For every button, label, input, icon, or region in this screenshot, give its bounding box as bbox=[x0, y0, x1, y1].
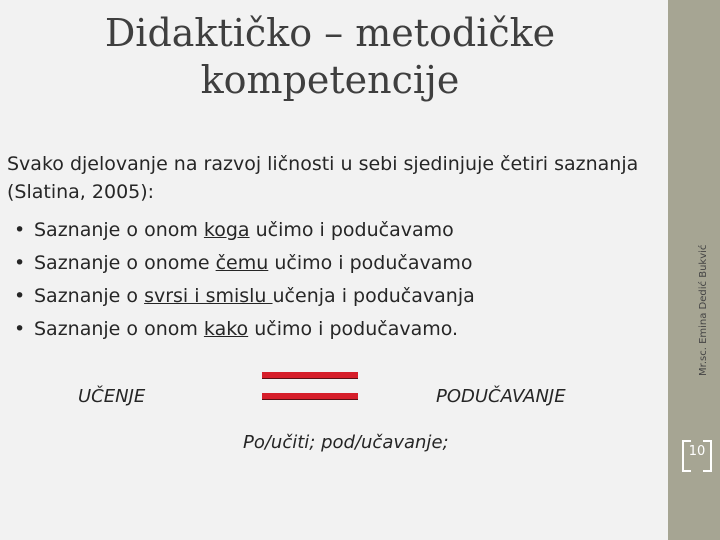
intro-text: Svako djelovanje na razvoj ličnosti u sebi sjedinjuje četiri saznanja (Slatina, 2005): bbox=[7, 153, 639, 203]
bullet-item: • Saznanje o onome čemu učimo i podučavamo bbox=[14, 247, 475, 280]
author-vertical-text: Mr.sc. Emina Dedić Bukvić bbox=[698, 244, 709, 376]
equal-sign-top-bar bbox=[262, 372, 358, 378]
bottom-caption: Po/učiti; pod/učavanje; bbox=[243, 432, 449, 453]
ucenje-label: UČENJE bbox=[78, 386, 146, 407]
slide-title: Didaktičko – metodičke kompetencije bbox=[104, 11, 556, 102]
bullet-item: • Saznanje o svrsi i smislu učenja i podučavanja bbox=[14, 280, 475, 313]
poducavanje-label: PODUČAVANJE bbox=[436, 386, 566, 407]
bullet-item: • Saznanje o onom kako učimo i podučavamo. bbox=[14, 313, 475, 346]
bullet-list bbox=[14, 214, 475, 346]
page-number-badge bbox=[682, 440, 712, 468]
bullet-item: • Saznanje o onom koga učimo i podučavamo bbox=[14, 214, 475, 247]
page-number: 10 bbox=[688, 444, 706, 459]
equal-sign-bottom-bar bbox=[262, 393, 358, 399]
